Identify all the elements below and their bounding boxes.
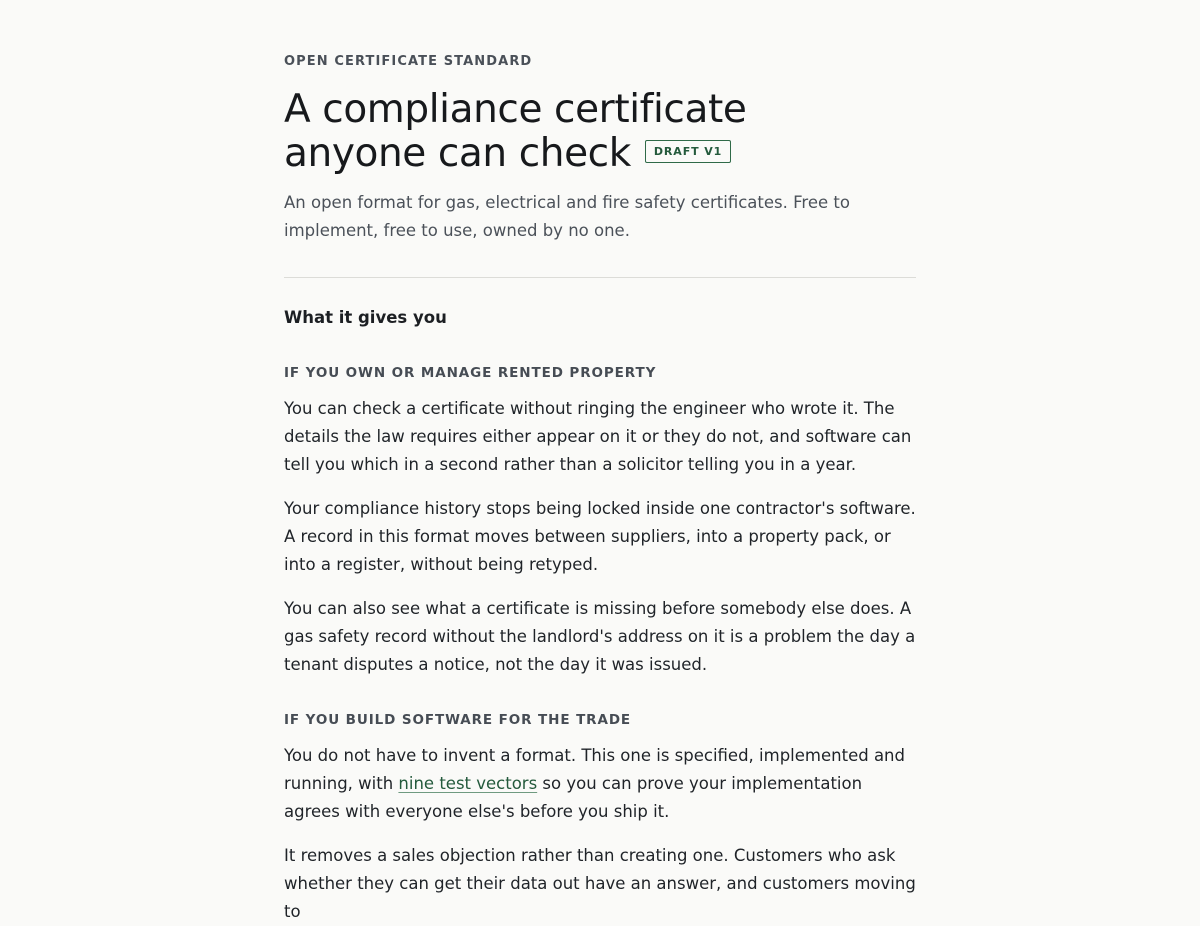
title-line-2-text: anyone can check (284, 131, 631, 176)
title-line-2 (284, 132, 746, 176)
draft-badge: DRAFT V1 (645, 140, 731, 163)
paragraph-software-1 (284, 742, 920, 826)
section-heading: What it gives you (284, 308, 447, 327)
page-title (284, 88, 746, 176)
paragraph-property-2: Your compliance history stops being locked inside one contractor's software. A record in this format moves between suppliers, into a property pack, or into a register, without being retyped. (284, 499, 916, 574)
subhead-property: IF YOU OWN OR MANAGE RENTED PROPERTY (284, 365, 657, 381)
paragraph-property-1: You can check a certificate without ringing the engineer who wrote it. The details the law requires either appear on it or they do not, and software can tell you which in a second rather than a solicitor telling you in a year. (284, 399, 912, 474)
paragraph-software-1-end: so you can prove your implementation agrees with everyone else's before you ship it. (284, 774, 863, 821)
paragraph-software-1-start: You do not have to invent a format. This one is specified, implemented and running, with (284, 746, 905, 793)
lede-text: An open format for gas, electrical and fire safety certificates. Free to implement, free to use, owned by no one. (284, 193, 850, 240)
eyebrow-label: OPEN CERTIFICATE STANDARD (284, 54, 533, 69)
paragraph-property-3: You can also see what a certificate is missing before somebody else does. A gas safety record without the landlord's address on it is a problem the day a tenant disputes a notice, not the day it was issued. (284, 599, 916, 674)
subhead-software: IF YOU BUILD SOFTWARE FOR THE TRADE (284, 712, 632, 728)
test-vectors-link[interactable]: nine test vectors (398, 774, 538, 793)
divider (284, 277, 916, 278)
paragraph-software-2: It removes a sales objection rather than creating one. Customers who ask whether they can get their data out have an answer, and customers moving to (284, 846, 916, 921)
title-line-1: A compliance certificate (284, 87, 747, 132)
